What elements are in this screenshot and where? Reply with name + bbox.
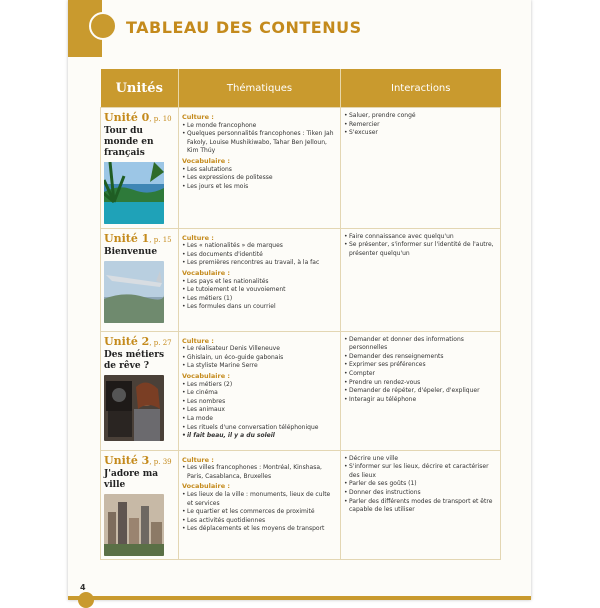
contents-table: [100, 69, 501, 560]
list-item: • Les pays et les nationalités: [182, 278, 337, 287]
culture-label: Culture :: [182, 113, 214, 121]
themes-cell: [179, 228, 341, 331]
unit-heading: Unité 3, p. 39: [104, 453, 172, 467]
unit-cell: [101, 331, 179, 450]
interactions-cell: [341, 331, 501, 450]
unit-heading: Unité 1, p. 15: [104, 231, 172, 245]
vocab-list: [182, 166, 337, 192]
list-item: • Les activités quotidiennes: [182, 517, 337, 526]
interactions-cell: [341, 108, 501, 229]
list-item: • Donner des instructions: [344, 489, 497, 498]
unit-name: J'adore ma ville: [104, 468, 159, 490]
tropical-beach-photo: [104, 162, 164, 224]
bottom-rule: [68, 596, 531, 600]
list-item: • Les déplacements et les moyens de transport: [182, 525, 337, 534]
list-item: • Demander de répéter, d'épeler, d'expliquer: [344, 387, 497, 396]
themes-cell: [179, 450, 341, 560]
list-item: • Demander et donner des informations personnelles: [344, 336, 497, 353]
list-item: • S'excuser: [344, 129, 497, 138]
table-row: [101, 331, 501, 450]
unit-cell: [101, 228, 179, 331]
list-item: • S'informer sur les lieux, décrire et caractériser des lieux: [344, 463, 497, 480]
vocab-list: [182, 381, 337, 441]
interactions-list: [344, 233, 497, 259]
unit-cell: [101, 450, 179, 560]
list-item: • Parler des différents modes de transport et être capable de les utiliser: [344, 498, 497, 515]
list-item: • Prendre un rendez-vous: [344, 379, 497, 388]
page-number: 4: [80, 583, 86, 592]
list-item: • Le cinéma: [182, 389, 337, 398]
airplane-wing-photo: [104, 261, 164, 323]
unit-name: Tour du monde en français: [104, 126, 154, 158]
unit-name: Bienvenue: [104, 246, 158, 257]
list-item: • Faire connaissance avec quelqu'un: [344, 233, 497, 242]
interactions-list: [344, 455, 497, 515]
interactions-cell: [341, 228, 501, 331]
list-item: • Les documents d'identité: [182, 251, 337, 260]
list-item: • Le réalisateur Denis Villeneuve: [182, 345, 337, 354]
vocab-label: Vocabulaire :: [182, 268, 230, 277]
vocab-list: [182, 278, 337, 312]
city-skyline-photo: [104, 494, 164, 556]
list-item: • Les villes francophones : Montréal, Kinshasa, Paris, Casablanca, Bruxelles: [182, 464, 337, 481]
list-item: • Les nombres: [182, 398, 337, 407]
list-item: • Décrire une ville: [344, 455, 497, 464]
list-item: • Les salutations: [182, 166, 337, 175]
vocab-label: Vocabulaire :: [182, 482, 230, 491]
culture-list: [182, 464, 337, 481]
book-page: [68, 0, 531, 600]
page-title: TABLEAU DES CONTENUS: [126, 18, 362, 37]
culture-list: [182, 122, 337, 156]
header-themes: Thématiques: [179, 69, 341, 108]
culture-list: [182, 345, 337, 371]
list-item: • Les formules dans un courriel: [182, 303, 337, 312]
list-item: • Remercier: [344, 121, 497, 130]
list-item: • Les métiers (2): [182, 381, 337, 390]
list-item: • Les « nationalités » de marques: [182, 242, 337, 251]
unit-name: Des métiers de rêve ?: [104, 349, 165, 371]
unit-heading: Unité 0, p. 10: [104, 111, 172, 124]
list-item: • Demander des renseignements: [344, 353, 497, 362]
unit-heading: Unité 2, p. 27: [104, 334, 172, 348]
table-header-row: [101, 69, 501, 108]
list-item: • Les jours et les mois: [182, 183, 337, 192]
page-number-dot: [78, 592, 94, 608]
header-interactions: Interactions: [341, 69, 501, 108]
list-item: • Les métiers (1): [182, 295, 337, 304]
list-item: • Exprimer ses préférences: [344, 361, 497, 370]
vocab-list: [182, 491, 337, 534]
culture-list: [182, 242, 337, 268]
list-item: • La styliste Marine Serre: [182, 362, 337, 371]
themes-cell: [179, 331, 341, 450]
table-row: [101, 108, 501, 229]
list-item: • Le tutoiement et le vouvoiement: [182, 286, 337, 295]
list-item: • Les premières rencontres au travail, à la fac: [182, 259, 337, 268]
list-item: • Parler de ses goûts (1): [344, 480, 497, 489]
list-item: • Le quartier et les commerces de proximité: [182, 508, 337, 517]
vocab-label: Vocabulaire :: [182, 371, 230, 380]
list-item: • Compter: [344, 370, 497, 379]
culture-label: Culture :: [182, 336, 214, 345]
list-item: • Les lieux de la ville : monuments, lieux de culte et services: [182, 491, 337, 508]
list-item: • Ghislain, un éco-guide gabonais: [182, 354, 337, 363]
culture-label: Culture :: [182, 455, 214, 464]
table-row: [101, 450, 501, 560]
list-item: • Les rituels d'une conversation téléphonique: [182, 424, 337, 433]
list-item: • Interagir au téléphone: [344, 396, 497, 405]
interactions-list: [344, 336, 497, 405]
list-item: • Quelques personnalités francophones : Tiken Jah Fakoly, Louise Mushikiwabo, Tahar Ben Jelloun, Kim Thúy: [182, 130, 337, 156]
culture-label: Culture :: [182, 233, 214, 242]
corner-circle-icon: [89, 12, 117, 40]
interactions-cell: [341, 450, 501, 560]
list-item: • Les expressions de politesse: [182, 174, 337, 183]
list-item: • Saluer, prendre congé: [344, 112, 497, 121]
interactions-list: [344, 112, 497, 138]
film-camera-photo: [104, 375, 164, 441]
themes-cell: [179, 108, 341, 229]
vocab-label: Vocabulaire :: [182, 156, 230, 165]
header-units: Unités: [101, 69, 179, 108]
list-item: • il fait beau, il y a du soleil: [182, 432, 337, 441]
list-item: • La mode: [182, 415, 337, 424]
list-item: • Les animaux: [182, 406, 337, 415]
list-item: • Le monde francophone: [182, 122, 337, 131]
list-item: • Se présenter, s'informer sur l'identité de l'autre, présenter quelqu'un: [344, 241, 497, 258]
unit-cell: [101, 108, 179, 229]
table-row: [101, 228, 501, 331]
